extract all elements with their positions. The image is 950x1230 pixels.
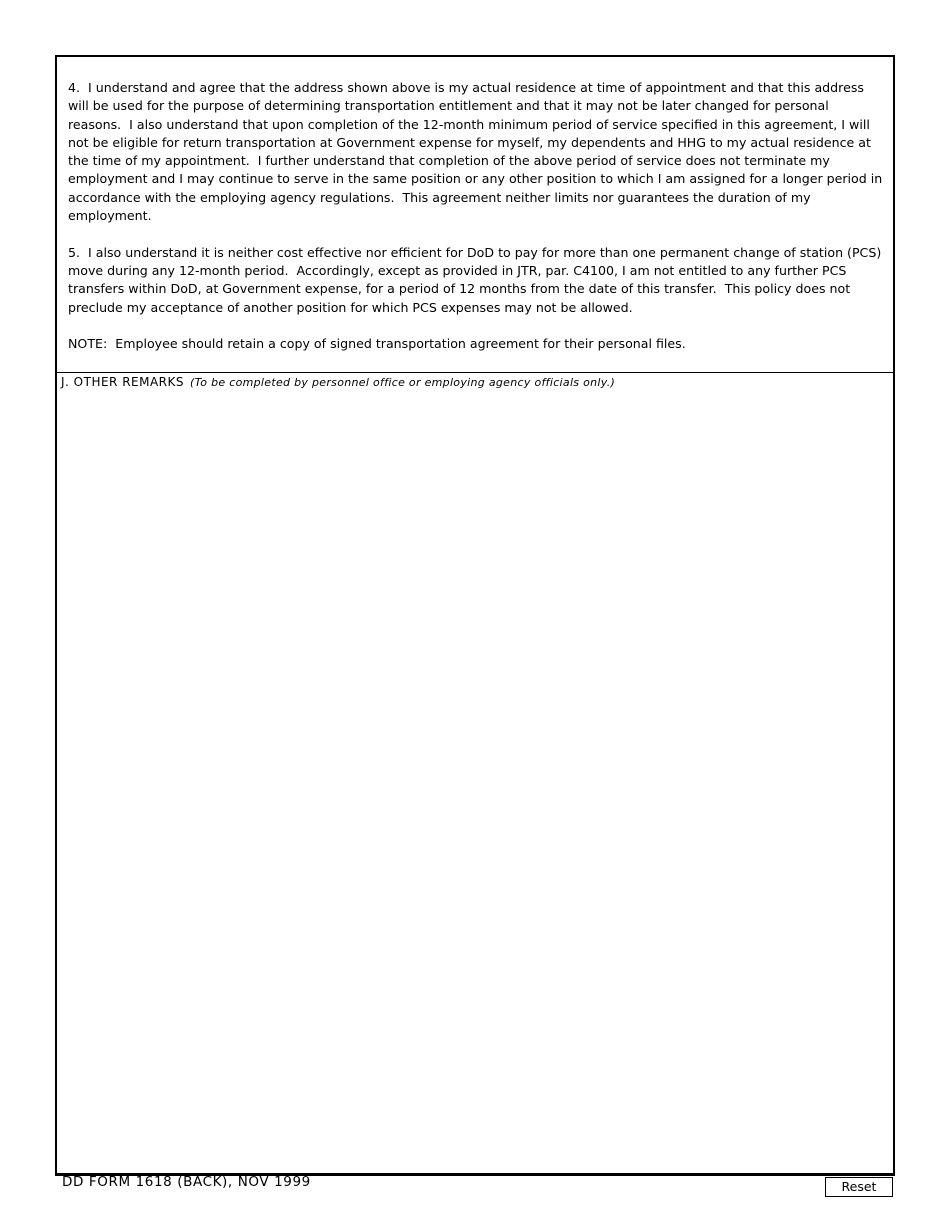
agreement-section: [57, 57, 893, 373]
reset-button[interactable]: Reset: [825, 1177, 893, 1197]
agreement-paragraph-4: 4. I understand and agree that the address shown above is my actual residence at time of appointment and that this address will be used for the purpose of determining transportation entitlement and that it may not be later changed for personal reasons. I also understand that upon completion of the 12-month minimum period of service specified in this agreement, I will not be eligible for return transportation at Government expense for myself, my dependents and HHG to my actual residence at the time of my appointment. I further understand that completion of the above period of service does not terminate my employment and I may continue to serve in the same position or any other position to which I am assigned for a longer period in accordance with the employing agency regulations. This agreement neither limits nor guarantees the duration of my employment.: [68, 80, 887, 224]
remarks-label: J. OTHER REMARKS: [61, 375, 185, 389]
form-frame: [55, 55, 895, 1176]
remarks-header: [61, 375, 615, 389]
remarks-hint: (To be completed by personnel office or employing agency officials only.): [190, 376, 616, 389]
agreement-note: NOTE: Employee should retain a copy of signed transportation agreement for their personal files.: [68, 336, 686, 352]
other-remarks-field[interactable]: [57, 393, 893, 1171]
agreement-paragraph-5: 5. I also understand it is neither cost effective nor efficient for DoD to pay for more than one permanent change of station (PCS) move during any 12-month period. Accordingly, except as provided in JTR, par. C4100, I am not entitled to any further PCS transfers within DoD, at Government expense, for a period of 12 months from the date of this transfer. This policy does not preclude my acceptance of another position for which PCS expenses may not be allowed.: [68, 244, 886, 315]
form-identifier: DD FORM 1618 (BACK), NOV 1999: [62, 1174, 311, 1190]
